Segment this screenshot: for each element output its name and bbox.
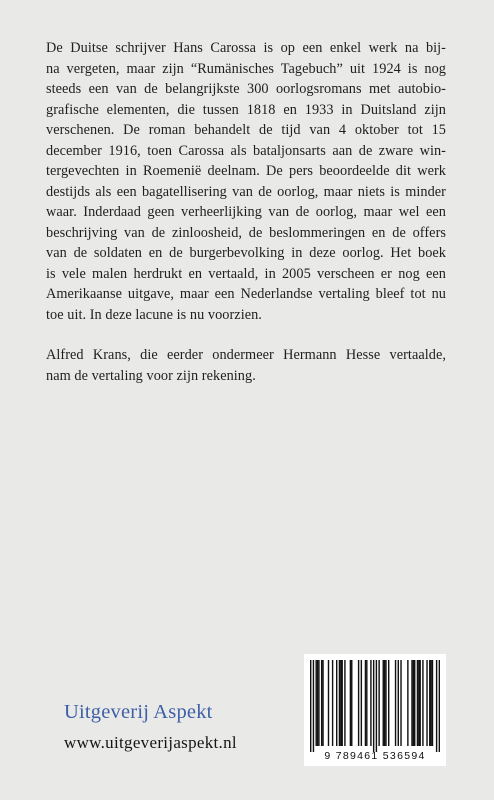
barcode-bar [366, 660, 367, 746]
barcode-bar [398, 660, 399, 746]
barcode-bar [418, 660, 419, 746]
barcode-bar [411, 660, 412, 746]
barcode-number: 9 789461 536594 [324, 750, 426, 762]
barcode-bar [370, 660, 371, 746]
barcode-bar [429, 660, 430, 746]
barcode-bar [395, 660, 396, 746]
barcode-bars [310, 660, 440, 752]
text-line: destijds als een bagatellisering van de oorlog, maar niets is minder [46, 183, 446, 200]
publisher-website[interactable]: www.uitgeverijaspekt.nl [64, 733, 237, 752]
barcode-bar [439, 660, 440, 752]
barcode-bar [383, 660, 384, 746]
paragraph-spacer [46, 325, 446, 345]
barcode-bar [361, 660, 362, 746]
barcode-bar [400, 660, 401, 746]
barcode-bar [321, 660, 322, 746]
blurb-text [46, 38, 446, 386]
barcode-bar [417, 660, 418, 746]
text-line: beschrijving van de zinloosheid, de beslommeringen en de offers [46, 224, 446, 241]
text-line: waar. Inderdaad geen verheerlijking van de oorlog, maar wel een [46, 204, 446, 220]
barcode-bar [376, 660, 377, 752]
text-line: tergevechten in Roemenië deelnam. De pers beoordeelde dit werk [46, 163, 446, 179]
barcode-bar [332, 660, 333, 746]
barcode-bar [432, 660, 433, 746]
barcode-bar [407, 660, 408, 746]
text-line: Amerikaanse uitgave, maar een Nederlandse vertaling bleef tot nu [46, 286, 446, 302]
barcode-bar [358, 660, 359, 746]
isbn-barcode [304, 654, 446, 766]
barcode-bar [328, 660, 329, 746]
barcode-bar [436, 660, 437, 752]
barcode-bar [344, 660, 345, 746]
barcode-bar [313, 660, 314, 752]
barcode-bar [310, 660, 311, 752]
text-line: steeds een van de belangrijkste 300 oorlogsromans met autobio- [46, 81, 446, 97]
barcode-bar [413, 660, 414, 746]
barcode-bar [365, 660, 366, 746]
barcode-bar [336, 660, 337, 746]
text-line: is vele malen herdrukt en vertaald, in 2005 verscheen er nog een [46, 265, 446, 282]
blurb-paragraph-2 [46, 345, 446, 386]
barcode-bar [426, 660, 427, 746]
barcode-bar [351, 660, 352, 746]
barcode-bar [340, 660, 341, 746]
text-line: december 1916, toen Carossa als bataljonsarts aan de zware win- [46, 142, 446, 159]
text-line: Alfred Krans, die eerder ondermeer Hermann Hesse vertaalde, [46, 347, 446, 363]
blurb-paragraph-1 [46, 38, 446, 325]
barcode-bar [350, 660, 351, 746]
barcode-bar [384, 660, 385, 746]
barcode-bar [322, 660, 323, 746]
barcode-bar [430, 660, 431, 746]
barcode-bar [388, 660, 389, 746]
text-line: nam de vertaling voor zijn rekening. [46, 367, 256, 384]
text-line: De Duitse schrijver Hans Carossa is op een enkel werk na bij- [46, 40, 446, 56]
barcode-bar [373, 660, 374, 752]
publisher-name: Uitgeverij Aspekt [64, 701, 213, 723]
barcode-bar [419, 660, 420, 746]
barcode-bar [318, 660, 319, 746]
barcode-bar [414, 660, 415, 746]
text-line: toe uit. In deze lacune is nu voorzien. [46, 306, 262, 323]
text-line: na vergeten, maar zijn “Rumänisches Tagebuch” uit 1924 is nog [46, 60, 446, 77]
barcode-bar [339, 660, 340, 746]
barcode-bar [317, 660, 318, 746]
barcode-bar [378, 660, 379, 746]
barcode-bar [422, 660, 423, 746]
barcode-bar [385, 660, 386, 746]
barcode-bar [315, 660, 316, 746]
text-line: verschenen. De roman behandelt de tijd van 4 oktober tot 15 [46, 122, 446, 138]
text-line: grafische elementen, die tussen 1818 en 1933 in Duitsland zijn [46, 101, 446, 118]
barcode-bar [341, 660, 342, 746]
text-line: van de soldaten en de burgerbevolking in deze oorlog. Het boek [46, 245, 446, 261]
